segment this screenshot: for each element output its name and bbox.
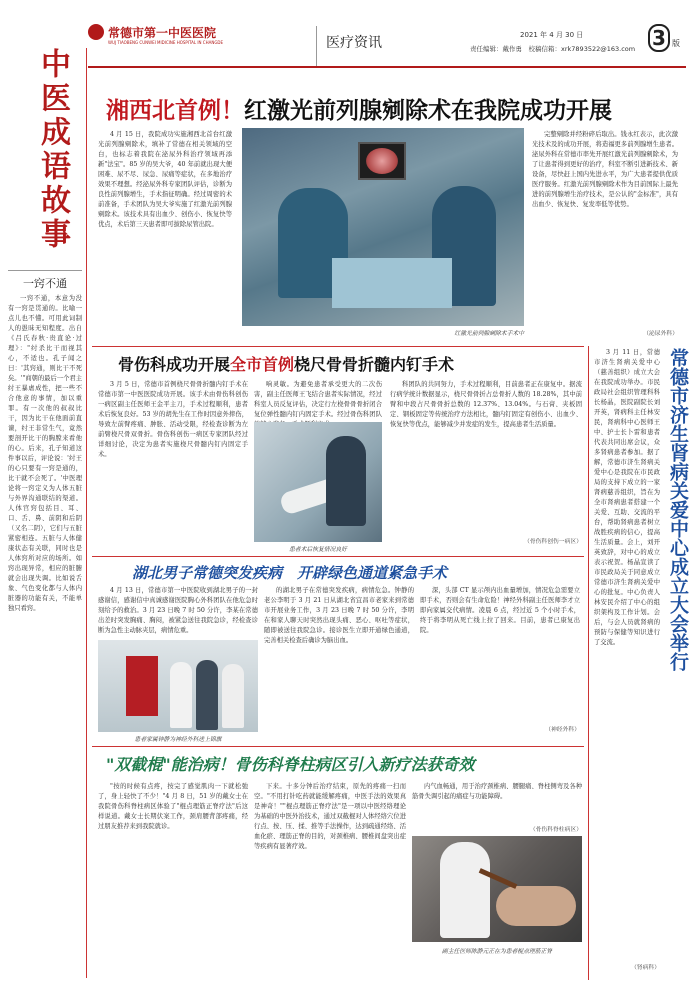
issue-date: 2021 年 4 月 30 日 [520, 31, 584, 39]
headline-red-part: 湘西北首例！ [106, 98, 244, 124]
surgery-photo [242, 128, 524, 326]
right-divider [588, 346, 589, 980]
hospital-logo-icon [88, 24, 104, 40]
headline-black-part: 红激光前列腺剜除术在我院成功开展 [244, 98, 612, 124]
masthead-divider [316, 26, 317, 66]
editor-line [470, 44, 635, 53]
therapist-figure [440, 842, 490, 938]
divider-1 [92, 346, 584, 347]
left-column-subtitle: 一窍不通 [8, 270, 82, 291]
article1-column-1: 4 月 15 日，我院成功实施湘西北首台红激光前列腺剜除术，填补了常德在相关领域的空白，也标志着我院在泌尿外科治疗领域再添新"法宝"。85 岁的吴大爷，40 年前就出现大便困难、尿不尽、尿急、尿痛等症状，在多地治疗效果不理想。经泌尿外科专家团队评估，诊断为良性前列腺增生，手术指征明确。经过周密的术前准备，手术团队为吴大爷实施了红激光前列腺剜除术。该技术具有出血少、创伤小、恢复快等优点，术后第三天患者即可拔除尿管出院。 [98, 131, 232, 228]
page-unit: 版 [672, 39, 680, 48]
surgery-monitor-image [366, 148, 398, 174]
left-divider [86, 48, 87, 978]
left-column-text: 一窍不通，本意为没有一窍是贯通的。比喻一点儿也不懂。可用此词制人的愚昧无知程度。出自《吕氏春秋·贵直论·过理》："纣杀比干而视其心，不适也。孔子闻之曰：'其窍通，则比干不死矣。'"商朝的最后一个君主纣王暴虐成性，把一些不合他意的事情，加以重罪。有一次他的叔叔比干，因为比干在他面前直谏，纣王非常生气，竟然要剖开比干的胸膛来看他的心。后来，孔子知道这件事以后，评论说：'纣王的心只要有一窍是通的，比干就不会死了。'中医理论将一窍定义为人体五脏与外界沟通联结的渠道。人体官窍包括目、耳、口、舌、鼻、前阴和后阴（又名二阴），它们与五脏紧密相连。五脏与人体健康状态有关联，同时也是人体窍所对应的场所。如窍出现异常，相应的脏腑就会出现失调。比如说舌象、气色变化都与人体内脏器的功能有关，不能单独只看窍。 [8, 295, 82, 612]
article3-column-2: 的湖北男子在常德突发疾病，病情危急。钟静的老公李明于 3 月 21 日从湖北省宜昌市老家来到常德市开展业务工作，3 月 23 日晚 7 时 50 分许，李明在和家人聊天时突然出现头痛、恶心、呕吐等症状，随即被送往我院急诊。接诊医生立即开通绿色通道，完善相关检查后确诊为脑出血。 [264, 587, 414, 644]
article1-column-2: 完整剜除并经粉碎后取出。钱永红表示，此次激光技术及的成功开展，将造福更多前列腺增生患者。泌尿外科在常德市率先开展红激光前列腺剜除术，为了让患者得到更好的治疗，科室不断引进新技术、新设备，尽快赶上国内先进水平，为广大患者提供优质医疗服务。红激光前列腺剜除术作为目前国际上最先进的前列腺增生治疗技术，是公认的"金标准"，具有出血少、恢复快、复发率低等优势。 [532, 131, 678, 208]
headline2-red: 全市首例 [230, 355, 295, 374]
editor-email: xrk7893522@163.com [561, 45, 636, 53]
right-article-text: 3 月 11 日，常德市济生肾病关爱中心（慈善组织）成立大会在我院成功举办。市民政局社会组织管理科科长杨晶，医院副院长刘开英，肾病科主任林安民，肾病科中心医师王中、护士长卜雷和患者代表共同出席会议，众多肾病患者参加。据了解，常德市济生肾病关爱中心是我院在市民政局的支持下成立的一家肾病慈善组织，旨在为全市肾病患者搭建一个关爱、互助、交流的平台，帮助肾病患者树立战胜疾病的信心，提高生活质量。会上，刘开英致辞，对中心的成立表示祝贺。杨晶宣读了市民政局关于同意成立常德市济生肾病关爱中心的批复。中心负责人林安民介绍了中心的组织架构及工作计划。会后，与会人员就肾病的预防与保健等知识进行了交流。 [594, 349, 660, 646]
editor-label: 责任编辑：戴作勇 校稿信箱： [470, 45, 561, 53]
article2-column-1: 3 月 5 日，常德市首例桡尺骨骨折髓内钉手术在常德市第一中医医院成功开展。该手术由骨伤科创伤一病区副主任医师王金平主刀，手术过程顺利，患者术后恢复良好。53 岁的胡先生在工作时因意外摔伤，导致左前臂疼痛、肿胀、活动受限，经检查诊断为左前臂桡尺骨双骨折。骨伤科创伤一病区专家团队经过详细讨论，决定为患者实施桡尺骨髓内钉内固定手术。 [98, 381, 248, 458]
person-2 [196, 660, 218, 730]
headline-nunchaku: "双截棍"能治病！骨伤科脊柱病区引入新疗法获奇效 [106, 755, 475, 774]
left-column [8, 48, 82, 978]
headline2-black-a: 骨伤科成功开展 [118, 355, 231, 374]
left-column-title: 中医成语故事 [35, 48, 70, 252]
article-laser-prostate [92, 86, 688, 346]
article1-source: （泌尿外科） [643, 331, 678, 337]
patient-figure [326, 436, 366, 526]
operating-table [332, 258, 452, 308]
article-fracture-nail [92, 348, 588, 556]
divider-3 [92, 746, 584, 747]
page-number: 3 [648, 24, 670, 52]
headline-laser-prostate [106, 92, 612, 125]
article3-column-1: 4 月 13 日，常德市第一中医院收到湖北男子的一封感谢信，感谢信中真诚感谢医院胸心外科团队在他危急时刻给予的救治。3 月 23 日晚 7 时 50 分许，李某在常德出差时突发胸痛、胸闷，被紧急送往我院急诊，经检查诊断为急性主动脉夹层，病情危重。 [98, 587, 258, 634]
hospital-name-en: WUJ TIAOBENG CUNWEI MIDICINE HOSPITAL IN CHANGDE [108, 40, 224, 45]
surgery-photo-caption: 红激光前列腺剜除术手术中 [454, 331, 524, 337]
right-article-headline: 常德市济生肾病关爱中心成立大会举行 [667, 348, 689, 671]
article-green-channel [92, 558, 588, 746]
masthead-rule [88, 66, 686, 68]
article3-column-3: 深，头部 CT 显示颅内出血量增加，情况危急需要立即手术，否则会有生命危险！神经外科副主任医师李才立即向家属交代病情。凌晨 6 点，经过近 5 个小时手术，终于将李明从死亡线上拉了回来。目前，患者已康复出院。 [420, 587, 580, 634]
article3-source: （神经外科） [545, 727, 580, 733]
patient-photo [254, 422, 382, 542]
article4-column-2: 下来。十多分钟后治疗结束，原先的疼痛一扫而空。"不用打针吃药就能缓解疼痛，中医手法的效果真是神奇！""棍点理筋正脊疗法"是一项以中医经络理论为基础的中医外治技术，通过双截棍对人体经络穴位进行点、按、压、揉、推等手法操作，达到疏通经络、活血化瘀、理筋正脊的目的，对颈椎病、腰椎间盘突出症等疾病有显著疗效。 [254, 783, 406, 850]
article4-column-1: "按的时候有点疼，按完了感觉肌肉一下就松弛了，身上轻快了不少！"4 月 8 日，51 岁的戴女士在我院骨伤科脊柱病区体验了"棍点理筋正脊疗法"后这样说道。戴女士长期伏案工作，颈肩腰背部疼痛，经过朋友推荐来到我院就诊。 [98, 783, 248, 830]
article-nunchaku [92, 748, 588, 980]
divider-2 [92, 556, 584, 557]
patient-photo-caption: 患者术后恢复情况良好 [289, 547, 347, 553]
hospital-name: 常德市第一中医医院 [108, 26, 217, 40]
therapy-photo [412, 836, 582, 942]
person-1 [170, 662, 192, 728]
section-title: 医疗资讯 [326, 35, 382, 51]
masthead [0, 0, 700, 88]
headline-fracture-nail [118, 352, 454, 375]
headline-green-channel: 湖北男子常德突发疾病 开辟绿色通道紧急手术 [132, 564, 448, 582]
article2-column-3: 科团队的共同努力，手术过程顺利，目前患者正在康复中。据流行病学统计数据显示，桡尺骨骨折占总骨折人数的 18.28%，其中前臂和中段占尺骨骨折总数的 12.37%、13.04%。与石膏、夹板固定、钢板固定等传统治疗方法相比，髓内钉固定有创伤小、出血少、恢复快等优点，能够减少并发症的发生，提高患者生活质量。 [390, 381, 582, 428]
therapy-photo-caption: 副主任医师陈静元正在为患者棍点理筋正脊 [441, 949, 553, 955]
banner-photo [98, 640, 258, 732]
article4-source: （骨伤科脊柱病区） [529, 827, 582, 833]
banner-photo-caption: 患者家属钟静为神经外科送上锦旗 [134, 737, 222, 743]
article2-source: （骨伤科创伤一病区） [524, 539, 582, 545]
patient-back [496, 886, 576, 926]
article2-column-2: 响灵敏。为避免患者承受更大的二次伤害，副主任医师王飞结合患者实际情况，经过科室人员反复评估，决定行左桡骨骨骨折闭合复位弹性髓内钉内固定手术。经过骨伤科团队 [254, 381, 382, 418]
right-article-kidney [590, 348, 694, 980]
person-3 [222, 664, 244, 728]
right-article-source: （肾病科） [631, 965, 660, 971]
banner-red [126, 656, 158, 716]
headline2-black-b: 桡尺骨骨折髓内钉手术 [294, 355, 455, 374]
article4-column-3: 内气血畅通，用于治疗颈椎病、腰腿痛、脊柱侧弯及各种筋骨失调引起的痛症与功能障碍。 [412, 783, 582, 800]
